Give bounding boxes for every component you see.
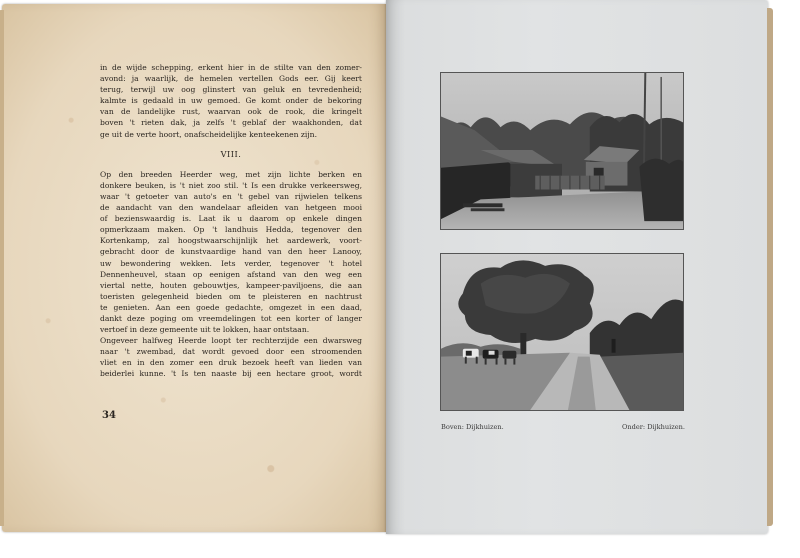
text-line: boven 't rieten dak, ja zelfs 't geblaf der waakhonden, dat — [100, 118, 362, 128]
text-line: Op den breeden Heerder weg, met zijn lichte berken en — [100, 169, 362, 179]
text-line: opmerkzaam maken. Op 't landhuis Hedda, tegenover den — [100, 225, 362, 235]
text-line: donkere beuken, is 't niet zoo stil. 't Is een drukke verkeersweg, — [100, 180, 362, 190]
caption-bottom-photo: Onder: Dijkhuizen. — [622, 423, 686, 431]
text-line: te genieten. Aan een goede gedachte, omgezet in een daad, — [100, 302, 362, 312]
page-number: 34 — [102, 410, 116, 421]
text-line: waar 't getoeter van auto's en 't gebel van rijwielen telkens — [100, 191, 362, 201]
text-line: uw bewondering wekken. Iets verder, tegenover 't hotel — [100, 258, 362, 268]
text-line: in de wijde schepping, erkent hier in de stilte van den zomer- — [100, 63, 362, 72]
farmstead-image — [441, 73, 683, 229]
text-line: vliet en in den zomer een druk bezoek heeft van lieden van — [100, 358, 362, 368]
text-line: vertoef in deze gemeente uit te lokken, haar ontstaan. — [100, 325, 310, 335]
text-line: toeristen gelegenheid bieden om te pleisteren en nachtrust — [100, 291, 362, 301]
text-line: de aandacht van den wandelaar afleiden van hetgeen mooi — [100, 203, 362, 213]
text-line: dankt deze poging om vreemdelingen tot een korter of langer — [100, 313, 362, 323]
caption-top-photo: Boven: Dijkhuizen. — [441, 423, 504, 431]
left-page — [2, 4, 386, 532]
text-line: avond: ja waarlijk, de hemelen vertellen Gods eer. Gij keert — [100, 74, 362, 84]
lane-image — [441, 254, 683, 410]
photo-top-farmstead — [440, 72, 684, 230]
paragraph-2 — [100, 169, 362, 335]
text-line: naar 't zwembad, dat wordt gevoed door een stroomenden — [100, 347, 362, 357]
text-line: viertal nette, houten gebouwtjes, kampeer-paviljoens, die aan — [100, 280, 362, 290]
left-page-text — [100, 62, 362, 380]
paragraph-1 — [100, 62, 362, 140]
text-line: beiderlei kunne. 't Is ten naaste bij een hectare groot, wordt — [100, 369, 362, 379]
text-line: Dennenheuvel, staan op eenigen afstand van den weg een — [100, 269, 362, 279]
text-line: of bezienswaardig is. Laat ik u daarom op enkele dingen — [100, 214, 362, 224]
text-line: terug, terwijl uw oog glinstert van geluk en tevredenheid; — [100, 85, 362, 95]
text-line: Kortenkamp, zal hoogstwaarschijnlijk het aardewerk, voort- — [100, 236, 362, 246]
paragraph-3 — [100, 335, 362, 379]
chapter-heading: VIII. — [220, 148, 242, 159]
text-line: ge uit de verte hoort, onafscheidelijke kenteekenen zijn. — [100, 129, 317, 139]
text-line: Ongeveer halfweg Heerde loopt ter rechterzijde een dwarsweg — [100, 336, 362, 346]
text-line: gebracht door de kunstvaardige hand van den heer Lanooy, — [100, 247, 362, 257]
text-line: kalmte is gedaald in uw gemoed. Ge komt onder de bekoring — [100, 96, 362, 106]
text-line: van de landelijke rust, waarvan ook de rook, die kringelt — [100, 107, 362, 117]
photo-bottom-lane — [440, 253, 684, 411]
